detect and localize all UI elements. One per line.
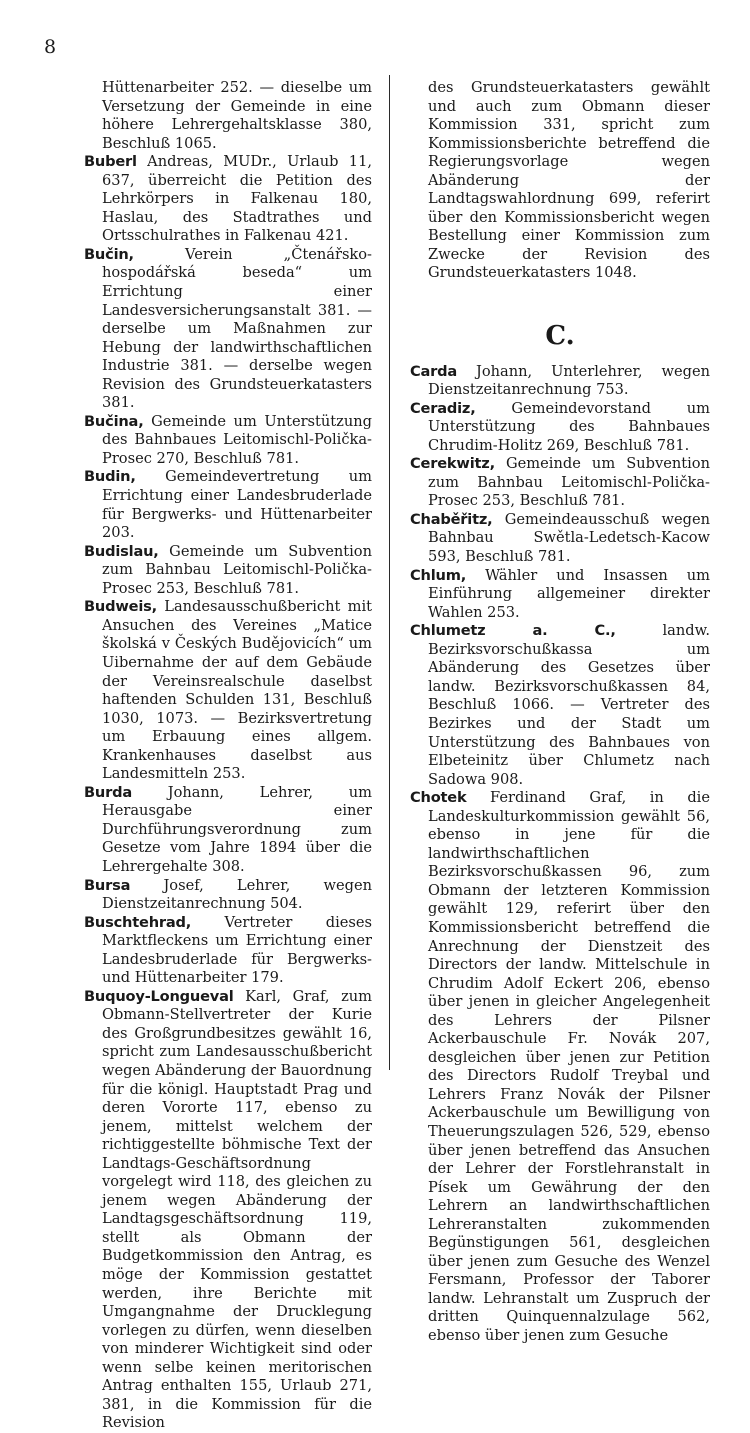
entry-text: Johann, Unterlehrer, wegen Dienstzeitanrechnung 753. [428, 362, 710, 399]
left-column [84, 79, 372, 1433]
entry-heading: Carda [410, 362, 458, 380]
index-entry [410, 511, 710, 567]
entry-text: Landesausschußbericht mit Ansuchen des Vereines „Matice školská v Českých Budějovicích“ um Uibernahme der auf dem Gebäude der Vereinsrealschule daselbst haftenden Schulden 131, Beschluß 1030, 1073. — Bezirksvertretung um Erbauung eines allgem. Krankenhauses daselbst aus Landesmitteln 253. [102, 598, 372, 783]
index-entry [84, 543, 372, 599]
index-entry [410, 622, 710, 789]
entry-text: Andreas, MUDr., Urlaub 11, 637, überreicht die Petition des Lehrkörpers in Falkenau 180, Haslau, des Stadtrathes und Ortsschulrathes in Falkenau 421. [102, 153, 372, 245]
right-column-entries [410, 363, 710, 1346]
index-entry [84, 988, 372, 1433]
right-column-continuation [410, 79, 710, 283]
index-entry [84, 246, 372, 413]
entry-text: Gemeindevorstand um Unterstützung des Bahnbaues Chrudim-Holitz 269, Beschluß 781. [428, 399, 710, 454]
entry-heading: Bučina, [84, 412, 144, 430]
entry-heading: Budislau, [84, 542, 159, 560]
entry-heading: Chlumetz a. C., [410, 622, 616, 640]
entry-text: Wähler und Insassen um Einführung allgemeiner direkter Wahlen 253. [428, 566, 710, 621]
index-entry [84, 784, 372, 877]
entry-heading: Chlum, [410, 566, 467, 584]
index-entry [410, 455, 710, 511]
section-letter-heading: C. [545, 321, 575, 352]
entry-text: des Grundsteuerkatasters gewählt und auch zum Obmann dieser Kommission 331, spricht zum Kommissionsberichte betreffend die Regierungsvorlage wegen Abänderung der Landtagswahlordnung 699, referirt über den Kommissionsbericht wegen Bestellung einer Kommission zum Zwecke der Revision des Grundsteuerkatasters 1048. [428, 79, 710, 282]
page-number: 8 [44, 36, 57, 58]
index-entry [84, 79, 372, 153]
entry-heading: Buquoy-Longueval [84, 987, 234, 1005]
entry-text: Gemeinde um Subvention zum Bahnbau Leitomischl-Polička-Prosec 253, Beschluß 781. [102, 542, 372, 597]
index-entry [84, 468, 372, 542]
entry-text: Karl, Graf, zum Obmann-Stellvertreter der Kurie des Großgrundbesitzes gewählt 16, spricht zum Landesausschußbericht wegen Abänderung der Bauordnung für die königl. Hauptstadt Prag und deren Vororte 117, ebenso zu jenem, mittelst welchem der richtiggestellte böhmische Text der Landtags-Geschäftsordnung vorgelegt wird 118, des gleichen zu jenem wegen Abänderung der Landtagsgeschäftsordnung 119, stellt als Obmann der Budgetkommission den Antrag, es möge der Kommission gestattet werden, ihre Berichte mit Umgangnahme der Drucklegung vorlegen zu dürfen, wenn dieselben von minderer Wichtigkeit sind oder wenn selbe keinen meritorischen Antrag enthalten 155, Urlaub 271, 381, in die Kommission für die Revision [102, 987, 372, 1432]
entry-heading: Buschtehrad, [84, 913, 192, 931]
entry-text: landw. Bezirksvorschußkassa um Abänderung des Gesetzes über landw. Bezirksvorschußkassen 84, Beschluß 1066. — Vertreter des Bezirkes und der Stadt um Unterstützung des Bahnbaues von Elbeteinitz über Chlumetz nach Sadowa 908. [428, 622, 710, 788]
index-entry [410, 363, 710, 400]
entry-heading: Bučin, [84, 245, 134, 263]
entry-text: Gemeindevertretung um Errichtung einer Landesbruderlade für Bergwerks- und Hüttenarbeiter 203. [102, 468, 372, 542]
entry-text: Josef, Lehrer, wegen Dienstzeitanrechnung 504. [102, 876, 372, 913]
index-entry [84, 413, 372, 469]
index-entry [84, 153, 372, 246]
entry-heading: Budin, [84, 468, 136, 486]
entry-heading: Cerekwitz, [410, 455, 495, 473]
index-entry [410, 789, 710, 1345]
column-divider [389, 75, 390, 1070]
index-entry [410, 400, 710, 456]
entry-text: Johann, Lehrer, um Herausgabe einer Durchführungsverordnung zum Gesetze vom Jahre 1894 über die Lehrergehalte 308. [102, 783, 372, 875]
index-entry [410, 79, 710, 283]
index-entry [84, 877, 372, 914]
entry-text: Gemeindeausschuß wegen Bahnbau Swětla-Ledetsch-Kacow 593, Beschluß 781. [428, 510, 710, 566]
entry-heading: Chotek [410, 789, 467, 807]
entry-text: Gemeinde um Subvention zum Bahnbau Leitomischl-Polička-Prosec 253, Beschluß 781. [428, 455, 710, 510]
entry-text: Vertreter dieses Marktfleckens um Errichtung einer Landesbruderlade für Bergwerks- und Hüttenarbeiter 179. [102, 913, 372, 987]
entry-text: Hüttenarbeiter 252. — dieselbe um Versetzung der Gemeinde in eine höhere Lehrergehaltsklasse 380, Beschluß 1065. [102, 79, 372, 152]
entry-heading: Budweis, [84, 598, 157, 616]
entry-text: Verein „Čtenářsko-hospodářská beseda“ um Errichtung einer Landesversicherungsanstalt 381. — derselbe um Maßnahmen zur Hebung der landwirthschaftlichen Industrie 381. — derselbe wegen Revision des Grundsteuerkatasters 381. [102, 245, 372, 412]
entry-heading: Burda [84, 783, 133, 801]
index-entry [84, 914, 372, 988]
right-column [410, 79, 710, 1346]
entry-heading: Chaběřitz, [410, 510, 493, 528]
index-entry [84, 598, 372, 783]
entry-text: Ferdinand Graf, in die Landeskulturkommission gewählt 56, ebenso in jene für die landwirthschaftlichen Bezirksvorschußkassen 96, zum Obmann der letzteren Kommission gewählt 129, referirt über den Kommissionsbericht betreffend die Anrechnung der Dienstzeit des Directors der landw. Mittelschule in Chrudim Adolf Eckert 206, ebenso über jenen in gleicher Angelegenheit des Lehrers der Pilsner Ackerbauschule Fr. Novák 207, desgleichen über jenen zur Petition des Directors Rudolf Treybal und Lehrers Franz Novák der Pilsner Ackerbauschule um Bewilligung von Theuerungszulagen 526, 529, ebenso über jenen betreffend das Ansuchen der Lehrer der Forstlehranstalt in Písek um Gewährung der den Lehrern an landwirthschaftlichen Lehreranstalten zukommenden Begünstigungen 561, desgleichen über jenen zum Gesuche des Wenzel Fersmann, Professor der Taborer landw. Lehranstalt um Zuspruch der dritten Quinquennalzulage 562, ebenso über jenen zum Gesuche [428, 789, 710, 1344]
index-entry [410, 567, 710, 623]
entry-text: Gemeinde um Unterstützung des Bahnbaues Leitomischl-Polička-Prosec 270, Beschluß 781. [102, 412, 372, 467]
entry-heading: Bursa [84, 876, 131, 894]
entry-heading: Ceradiz, [410, 399, 476, 417]
entry-heading: Buberl [84, 153, 137, 171]
